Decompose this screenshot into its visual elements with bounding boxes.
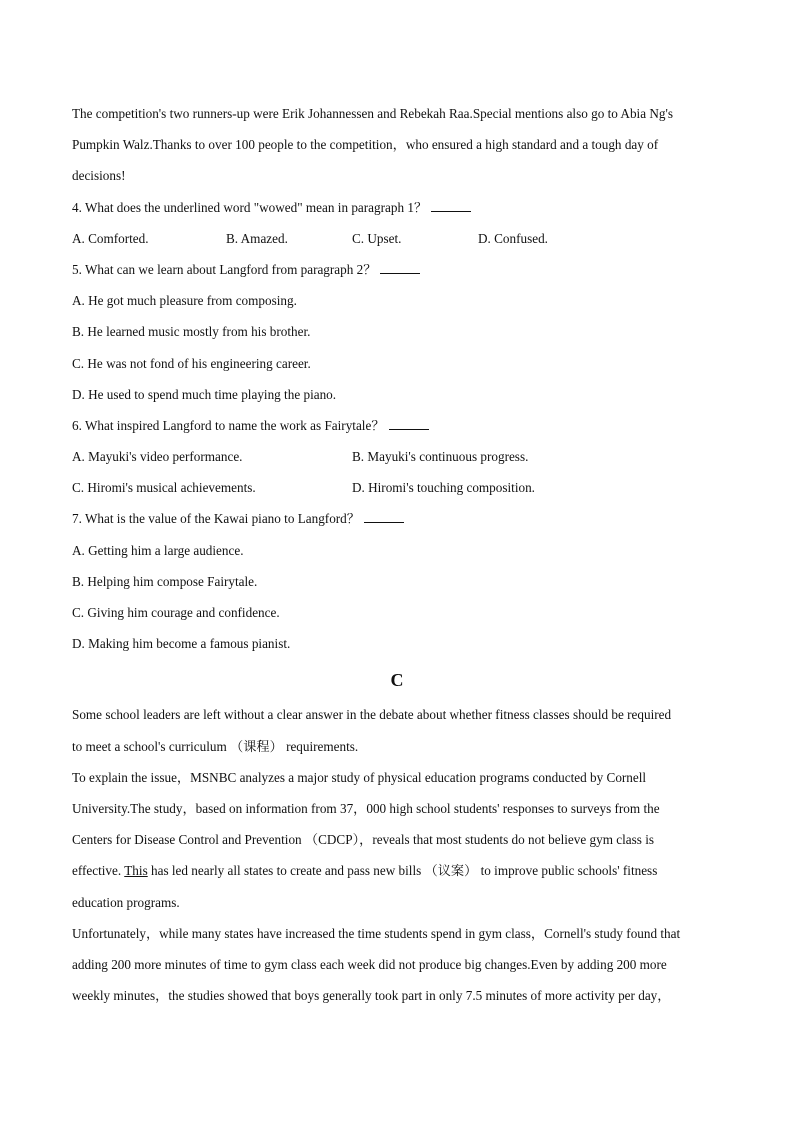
q4-option-a[interactable]: A. Comforted. [72,230,149,246]
c-paragraph-1-line-2: to meet a school's curriculum （课程） requirements. [72,738,359,754]
q7-option-a[interactable]: A. Getting him a large audience. [72,542,244,558]
q4-option-d[interactable]: D. Confused. [478,230,548,246]
question-5-text: 5. What can we learn about Langford from paragraph 2？ [72,261,377,277]
section-title-c: C [390,670,404,691]
answer-blank-7[interactable] [364,508,404,523]
q5-option-d[interactable]: D. He used to spend much time playing the piano. [72,386,337,402]
q6-option-b[interactable]: B. Mayuki's continuous progress. [352,449,529,465]
q7-option-d[interactable]: D. Making him become a famous pianist. [72,636,291,652]
q5-option-b[interactable]: B. He learned music mostly from his brother. [72,324,311,340]
question-6-text: 6. What inspired Langford to name the work as Fairytale？ [72,417,385,433]
q5-option-c[interactable]: C. He was not fond of his engineering career. [72,355,311,371]
c-paragraph-1-line-1: Some school leaders are left without a clear answer in the debate about whether fitness classes should be required [72,707,672,723]
q4-option-b[interactable]: B. Amazed. [226,230,288,246]
intro-line-1: The competition's two runners-up were Erik Johannessen and Rebekah Raa.Special mentions also go to Abia Ng's [72,106,673,121]
intro-line-3: decisions! [72,168,126,184]
document-page [72,98,722,1011]
c-paragraph-2-line-3: Centers for Disease Control and Prevention （CDCP），reveals that most students do not believe gym class is [72,832,654,848]
q6-option-a[interactable]: A. Mayuki's video performance. [72,449,243,465]
q7-option-b[interactable]: B. Helping him compose Fairytale. [72,573,258,589]
answer-blank-6[interactable] [389,415,429,430]
question-4-text: 4. What does the underlined word "wowed" mean in paragraph 1？ [72,199,428,215]
question-4-options [72,223,722,254]
q7-option-c[interactable]: C. Giving him courage and confidence. [72,605,280,620]
question-7-text: 7. What is the value of the Kawai piano to Langford？ [72,511,360,527]
c-paragraph-3-line-2: adding 200 more minutes of time to gym class each week did not produce big changes.Even by adding 200 more [72,956,667,972]
underlined-word-this: This [124,863,148,879]
question-7 [72,503,722,534]
c-paragraph-3-line-3: weekly minutes，the studies showed that boys generally took part in only 7.5 minutes of more activity per day， [72,988,671,1004]
c-paragraph-2-line-2: University.The study，based on information from 37，000 high school students' responses to surveys from the [72,800,660,816]
q6-option-d[interactable]: D. Hiromi's touching composition. [352,480,535,496]
question-6-options-row-2 [72,472,722,503]
c-paragraph-2-line-1: To explain the issue，MSNBC analyzes a major study of physical education programs conducted by Cornell [72,769,647,785]
q4-option-c[interactable]: C. Upset. [352,230,402,246]
c-paragraph-2-line-4 [72,855,722,886]
question-6 [72,410,722,441]
question-4 [72,192,722,223]
answer-blank-4[interactable] [431,197,471,212]
sentence-rest: has led nearly all states to create and pass new bills （议案） to improve public schools' fitness [147,863,658,879]
c-paragraph-3-line-1: Unfortunately，while many states have increased the time students spend in gym class，Cornell's study found that [72,925,681,941]
sentence-start: effective. [72,863,125,879]
question-6-options-row-1 [72,441,722,472]
question-5 [72,254,722,285]
c-paragraph-2-line-5: education programs. [72,894,180,910]
q6-option-c[interactable]: C. Hiromi's musical achievements. [72,480,256,496]
answer-blank-5[interactable] [380,259,420,274]
q5-option-a[interactable]: A. He got much pleasure from composing. [72,293,297,309]
intro-line-2: Pumpkin Walz.Thanks to over 100 people to the competition，who ensured a high standard and a tough day of [72,137,659,153]
